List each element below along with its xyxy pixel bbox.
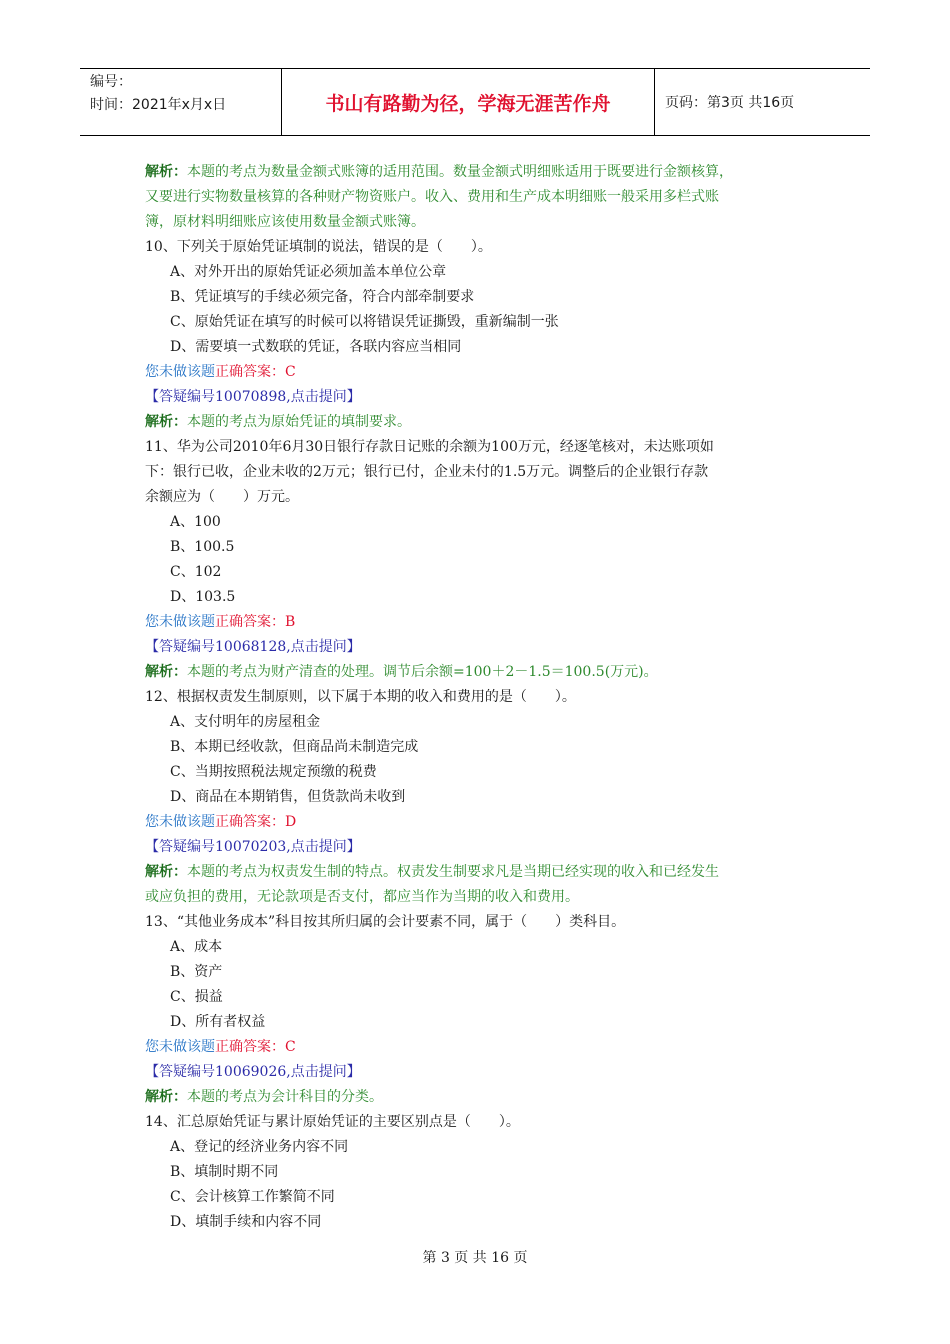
header-number: 编号： — [90, 74, 132, 90]
option-14-d: D、填制手续和内容不同 — [170, 1214, 322, 1230]
analysis-text: 本题的考点为会计科目的分类。 — [187, 1089, 383, 1105]
analysis-label: 解析： — [145, 864, 187, 880]
analysis-text: 本题的考点为数量金额式账簿的适用范围。数量金额式明细账适用于既要进行金额核算， — [187, 164, 733, 180]
analysis-prev-l2: 又要进行实物数量核算的各种财产物资账户。收入、费用和生产成本明细账一般采用多栏式账 — [145, 189, 719, 205]
not-done-label: 您未做该题 — [145, 1039, 215, 1055]
option-10-a: A、对外开出的原始凭证必须加盖本单位公章 — [170, 264, 447, 280]
option-11-b: B、100.5 — [170, 539, 235, 555]
answer-line-10 — [145, 360, 825, 385]
option-13-c: C、损益 — [170, 989, 223, 1005]
option-11-c: C、102 — [170, 564, 222, 580]
option-12-c: C、当期按照税法规定预缴的税费 — [170, 764, 377, 780]
answer-line-12 — [145, 810, 825, 835]
analysis-12-l2: 或应负担的费用，无论款项是否支付，都应当作为当期的收入和费用。 — [145, 889, 579, 905]
question-10: 10、下列关于原始凭证填制的说法，错误的是（ ）。 — [145, 239, 492, 255]
analysis-label: 解析： — [145, 414, 187, 430]
page-header — [80, 68, 870, 136]
question-11-l3: 余额应为（ ）万元。 — [145, 489, 299, 505]
analysis-13 — [145, 1085, 825, 1110]
qa-link-12[interactable]: 【答疑编号10070203,点击提问】 — [145, 839, 361, 855]
question-11-l1: 11、华为公司2010年6月30日银行存款日记账的余额为100万元，经逐笔核对，未达账项如 — [145, 439, 714, 455]
option-14-a: A、登记的经济业务内容不同 — [170, 1139, 349, 1155]
not-done-label: 您未做该题 — [145, 364, 215, 380]
analysis-label: 解析： — [145, 164, 187, 180]
correct-answer: 正确答案：D — [215, 814, 297, 830]
option-10-c: C、原始凭证在填写的时候可以将错误凭证撕毁，重新编制一张 — [170, 314, 559, 330]
correct-answer: 正确答案：C — [215, 1039, 296, 1055]
correct-answer: 正确答案：B — [215, 614, 296, 630]
header-page-code: 页码：第3页 共16页 — [665, 95, 795, 111]
qa-link-10[interactable]: 【答疑编号10070898,点击提问】 — [145, 389, 361, 405]
question-11-l2: 下：银行已收，企业未收的2万元；银行已付，企业未付的1.5万元。调整后的企业银行存款 — [145, 464, 709, 480]
option-12-b: B、本期已经收款，但商品尚未制造完成 — [170, 739, 419, 755]
document-body — [145, 160, 825, 1235]
analysis-text: 本题的考点为财产清查的处理。调节后余额=100＋2－1.5＝100.5(万元)。 — [187, 664, 658, 680]
correct-answer: 正确答案：C — [215, 364, 296, 380]
analysis-prev-l3: 簿，原材料明细账应该使用数量金额式账簿。 — [145, 214, 425, 230]
option-10-b: B、凭证填写的手续必须完备，符合内部牵制要求 — [170, 289, 475, 305]
question-13: 13、“其他业务成本”科目按其所归属的会计要素不同，属于（ ）类科目。 — [145, 914, 626, 930]
option-10-d: D、需要填一式数联的凭证，各联内容应当相同 — [170, 339, 462, 355]
analysis-prev-l1 — [145, 160, 825, 185]
analysis-label: 解析： — [145, 664, 187, 680]
analysis-12-l1 — [145, 860, 825, 885]
header-motto: 书山有路勤为径，学海无涯苦作舟 — [282, 69, 655, 135]
option-12-d: D、商品在本期销售，但货款尚未收到 — [170, 789, 406, 805]
analysis-10 — [145, 410, 825, 435]
qa-link-13[interactable]: 【答疑编号10069026,点击提问】 — [145, 1064, 361, 1080]
qa-link-11[interactable]: 【答疑编号10068128,点击提问】 — [145, 639, 361, 655]
page-footer: 第 3 页 共 16 页 — [422, 1250, 528, 1266]
analysis-label: 解析： — [145, 1089, 187, 1105]
analysis-text: 本题的考点为原始凭证的填制要求。 — [187, 414, 411, 430]
option-11-d: D、103.5 — [170, 589, 236, 605]
option-12-a: A、支付明年的房屋租金 — [170, 714, 321, 730]
option-14-b: B、填制时期不同 — [170, 1164, 279, 1180]
option-14-c: C、会计核算工作繁简不同 — [170, 1189, 335, 1205]
question-14: 14、汇总原始凭证与累计原始凭证的主要区别点是（ ）。 — [145, 1114, 520, 1130]
analysis-text: 本题的考点为权责发生制的特点。权责发生制要求凡是当期已经实现的收入和已经发生 — [187, 864, 719, 880]
option-11-a: A、100 — [170, 514, 221, 530]
not-done-label: 您未做该题 — [145, 614, 215, 630]
answer-line-13 — [145, 1035, 825, 1060]
question-12: 12、根据权责发生制原则，以下属于本期的收入和费用的是（ ）。 — [145, 689, 576, 705]
option-13-d: D、所有者权益 — [170, 1014, 266, 1030]
not-done-label: 您未做该题 — [145, 814, 215, 830]
option-13-a: A、成本 — [170, 939, 223, 955]
header-time: 时间：2021年x月x日 — [90, 97, 227, 113]
analysis-11 — [145, 660, 825, 685]
answer-line-11 — [145, 610, 825, 635]
option-13-b: B、资产 — [170, 964, 223, 980]
header-meta — [80, 69, 282, 135]
